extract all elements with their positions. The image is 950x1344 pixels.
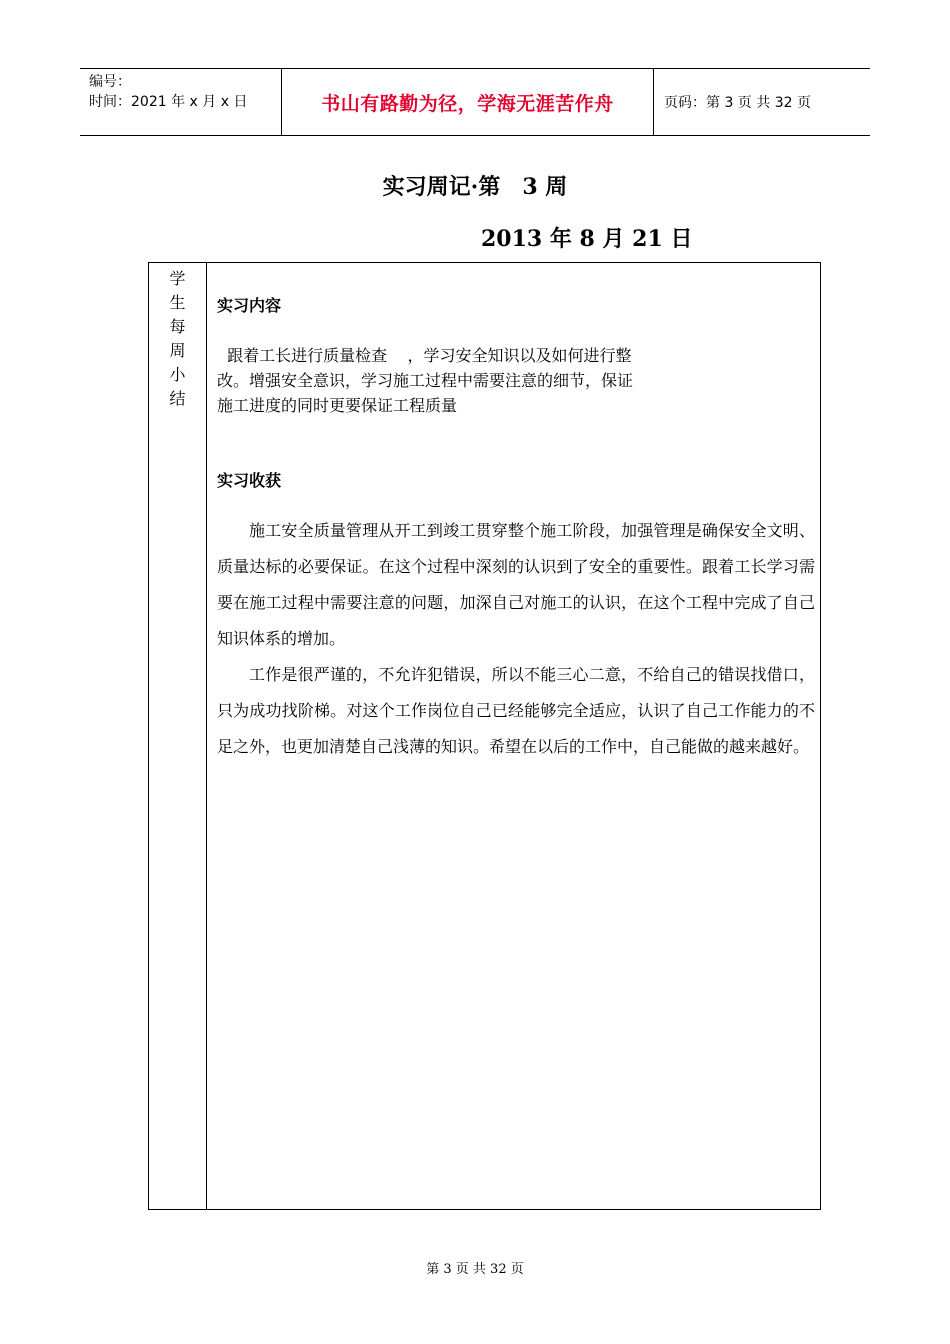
time-label: 时间：2021 年 x 月 x 日 — [89, 94, 248, 110]
header-page-cell — [654, 69, 870, 135]
code-label: 编号： — [89, 74, 131, 90]
page-title: 实习周记·第 3 周 — [382, 174, 568, 200]
paragraph: 施工安全质量管理从开工到竣工贯穿整个施工阶段，加强管理是确保安全文明、质量达标的必要保证。在这个过程中深刻的认识到了安全的重要性。跟着工长学习需要在施工过程中需要注意的问题，加深自己对施工的认识，在这个工程中完成了自己知识体系的增加。 — [217, 521, 815, 648]
weekly-summary-table — [148, 262, 821, 1210]
side-char: 小 — [169, 365, 186, 384]
section-gains-text — [217, 513, 815, 765]
section-content-text — [217, 343, 737, 418]
text-line: 施工进度的同时更要保证工程质量 — [217, 396, 458, 415]
motto-text: 书山有路勤为径，学海无涯苦作舟 — [321, 92, 614, 115]
side-char: 每 — [169, 317, 186, 336]
paragraph: 工作是很严谨的，不允许犯错误，所以不能三心二意，不给自己的错误找借口，只为成功找阶梯。对这个工作岗位自己已经能够完全适应，认识了自己工作能力的不足之外，也更加清楚自己浅薄的知识。希望在以后的工作中，自己能做的越来越好。 — [217, 665, 815, 756]
side-char: 周 — [169, 341, 186, 360]
section-heading-gains: 实习收获 — [217, 471, 282, 490]
document-header — [80, 68, 870, 136]
summary-content — [207, 263, 820, 1209]
side-char: 结 — [169, 389, 186, 408]
report-date: 2013 年 8 月 21 日 — [481, 226, 693, 252]
page-info: 页码：第 3 页 共 32 页 — [664, 95, 811, 111]
side-label-column — [149, 263, 207, 1209]
page-footer: 第 3 页 共 32 页 — [426, 1262, 524, 1277]
side-char: 学 — [169, 269, 186, 288]
side-char: 生 — [169, 293, 186, 312]
header-motto-cell — [281, 69, 654, 135]
text-line: 改。增强安全意识，学习施工过程中需要注意的细节，保证 — [217, 371, 634, 390]
text-line: 跟着工长进行质量检查 ，学习安全知识以及如何进行整 — [217, 346, 632, 365]
section-heading-content: 实习内容 — [217, 296, 282, 315]
header-meta — [80, 69, 281, 135]
